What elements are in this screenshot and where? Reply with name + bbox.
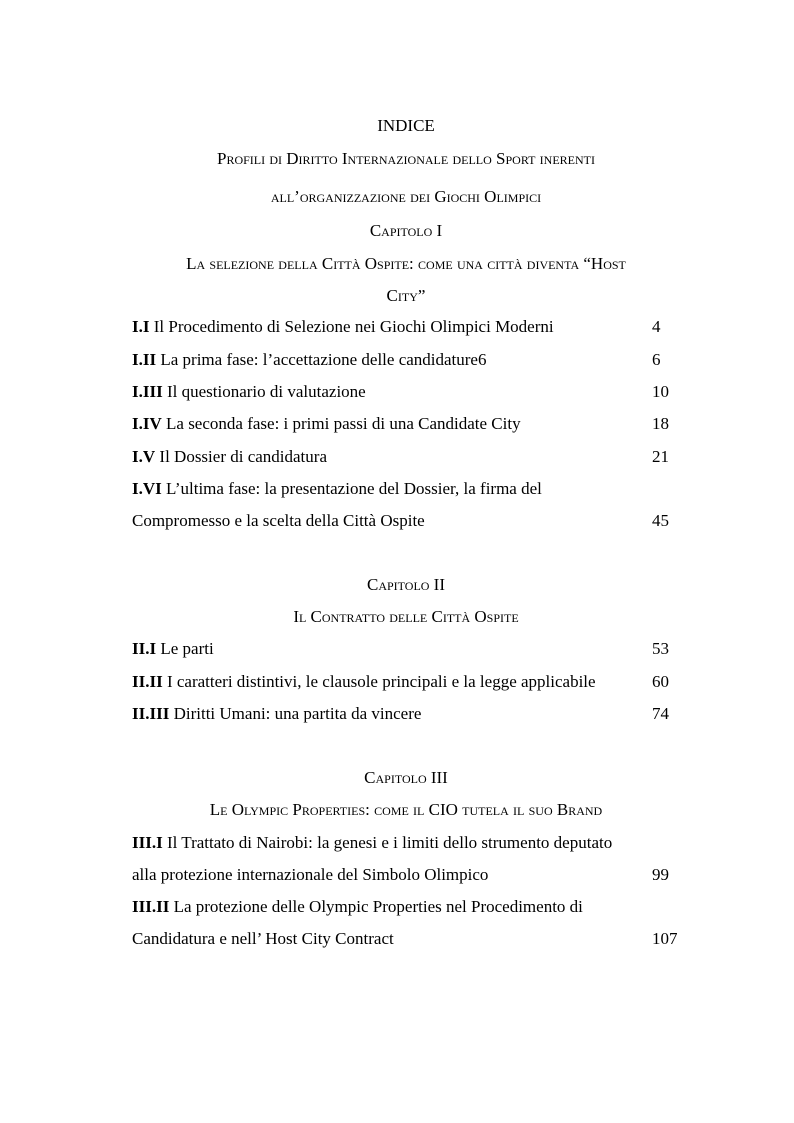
- toc-entry[interactable]: [132, 897, 680, 917]
- toc-entry-page: 53: [652, 639, 669, 658]
- toc-entry-number: II.III: [132, 704, 170, 723]
- toc-entry-number: II.II: [132, 672, 163, 691]
- toc-entry[interactable]: [132, 672, 680, 692]
- toc-entry-title: Diritti Umani: una partita da vincere: [169, 704, 422, 723]
- toc-entry-page: 10: [652, 382, 669, 401]
- toc-entry-continuation[interactable]: alla protezione internazionale del Simbolo Olimpico: [132, 865, 489, 884]
- toc-entry-title: Il Trattato di Nairobi: la genesi e i limiti dello strumento deputato: [162, 833, 613, 852]
- toc-entry-continuation[interactable]: Candidatura e nell’ Host City Contract: [132, 929, 394, 948]
- toc-entry-number: III.I: [132, 833, 163, 852]
- main-title-line2: all’organizzazione dei Giochi Olimpici: [270, 187, 542, 206]
- toc-entry-number: I.VI: [132, 479, 162, 498]
- toc-entry-title: Il questionario di valutazione: [162, 382, 366, 401]
- chapter-title-line1: La selezione della Città Ospite: come una città diventa “Host: [186, 254, 626, 273]
- toc-entry-continuation[interactable]: Compromesso e la scelta della Città Ospite: [132, 511, 425, 530]
- toc-entry[interactable]: [132, 447, 680, 467]
- toc-entry-title: La prima fase: l’accettazione delle candidature6: [156, 350, 487, 369]
- chapter-title-line1: Il Contratto delle Città Ospite: [293, 607, 519, 626]
- toc-entry[interactable]: [132, 317, 680, 337]
- toc-entry-title: I caratteri distintivi, le clausole principali e la legge applicabile: [162, 672, 596, 691]
- toc-entry-number: I.V: [132, 447, 156, 466]
- toc-entry-title: Il Procedimento di Selezione nei Giochi Olimpici Moderni: [149, 317, 554, 336]
- toc-entry-page: 21: [652, 447, 669, 466]
- chapter-label: Capitolo I: [369, 221, 443, 240]
- toc-entry[interactable]: [132, 350, 680, 370]
- toc-entry[interactable]: [132, 704, 680, 724]
- toc-entry-title: La seconda fase: i primi passi di una Candidate City: [161, 414, 521, 433]
- index-title: INDICE: [377, 116, 435, 135]
- toc-entry-number: I.I: [132, 317, 150, 336]
- toc-entry-number: I.III: [132, 382, 163, 401]
- toc-entry-title: La protezione delle Olympic Properties nel Procedimento di: [169, 897, 583, 916]
- toc-entry-page: 4: [652, 317, 661, 336]
- toc-entry-number: II.I: [132, 639, 157, 658]
- toc-entry-number: I.IV: [132, 414, 162, 433]
- toc-entry-page: 18: [652, 414, 669, 433]
- toc-entry-page: 74: [652, 704, 669, 723]
- chapter-title-line1: Le Olympic Properties: come il CIO tutela il suo Brand: [209, 800, 603, 819]
- toc-entry-title: Le parti: [156, 639, 214, 658]
- toc-entry-page: 45: [652, 511, 669, 530]
- toc-entry-title: Il Dossier di candidatura: [155, 447, 327, 466]
- toc-entry-number: III.II: [132, 897, 170, 916]
- toc-entry-page: 99: [652, 865, 669, 884]
- toc-entry[interactable]: [132, 382, 680, 402]
- toc-entry-number: I.II: [132, 350, 157, 369]
- toc-entry-page: 6: [652, 350, 661, 369]
- toc-entry-page: 60: [652, 672, 669, 691]
- toc-entry[interactable]: [132, 414, 680, 434]
- chapter-label: Capitolo III: [364, 768, 448, 787]
- toc-entry[interactable]: [132, 833, 680, 853]
- toc-entry[interactable]: [132, 639, 680, 659]
- main-title-line1: Profili di Diritto Internazionale dello Sport inerenti: [216, 149, 596, 168]
- chapter-label: Capitolo II: [366, 575, 446, 594]
- toc-entry[interactable]: [132, 479, 680, 499]
- toc-entry-page: 107: [652, 929, 678, 948]
- chapter-title-line2: City”: [386, 286, 426, 305]
- toc-entry-title: L’ultima fase: la presentazione del Dossier, la firma del: [161, 479, 542, 498]
